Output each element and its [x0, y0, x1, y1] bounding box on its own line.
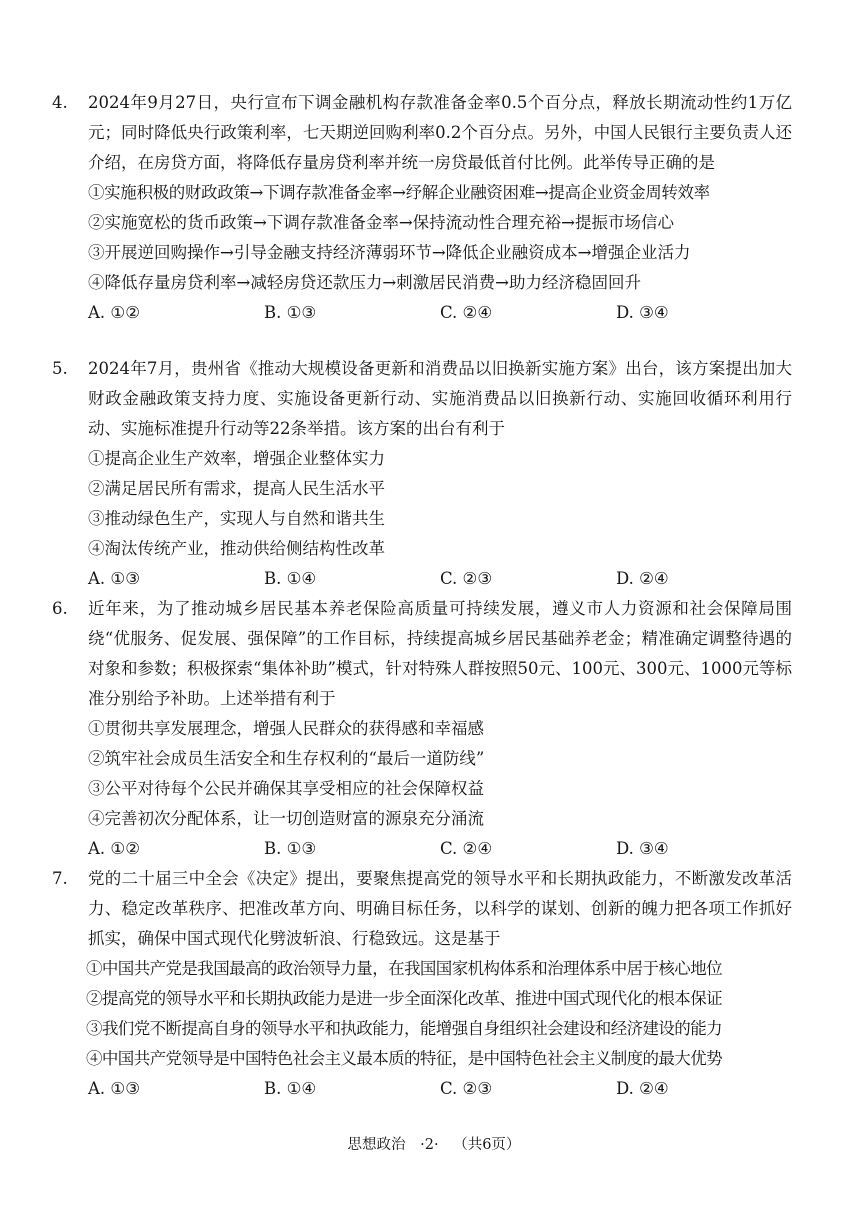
statement-2: ②满足居民所有需求，提高人民生活水平 [88, 479, 385, 498]
statement-1: ①贯彻共享发展理念，增强人民群众的获得感和幸福感 [88, 719, 484, 738]
statement-3: ③公平对待每个公民并确保其享受相应的社会保障权益 [88, 779, 484, 798]
question-number: 5. [52, 359, 68, 378]
question-7 [52, 864, 792, 1104]
answer-c[interactable]: C. ②④ [440, 839, 493, 858]
answer-c[interactable]: C. ②③ [440, 1079, 493, 1098]
answer-choices [88, 1074, 792, 1104]
question-stem: 党的二十届三中全会《决定》提出，要聚焦提高党的领导水平和长期执政能力，不断激发改革活力、稳定改革秩序、把准改革方向、明确目标任务，以科学的谋划、创新的魄力把各项工作抓好抓实，确保中国式现代化劈波斩浪、行稳致远。这是基于 [88, 869, 792, 948]
statement-4: ④降低存量房贷利率→减轻房贷还款压力→刺激居民消费→助力经济稳固回升 [88, 273, 641, 292]
answer-a[interactable]: A. ①③ [88, 1079, 140, 1098]
statement-1: ①实施积极的财政政策→下调存款准备金率→纾解企业融资困难→提高企业资金周转效率 [88, 183, 710, 202]
question-stem: 2024年9月27日，央行宣布下调金融机构存款准备金率0.5个百分点，释放长期流动性约1万亿元；同时降低央行政策利率，七天期逆回购利率0.2个百分点。另外，中国人民银行主要负责人还介绍，在房贷方面，将降低存量房贷利率并统一房贷最低首付比例。此举传导正确的是 [88, 93, 792, 172]
answer-a[interactable]: A. ①② [88, 839, 140, 858]
statement-4: ④淘汰传统产业，推动供给侧结构性改革 [88, 539, 385, 558]
statement-1: ①提高企业生产效率，增强企业整体实力 [88, 449, 385, 468]
answer-d[interactable]: D. ②④ [616, 569, 669, 588]
answer-d[interactable]: D. ③④ [616, 303, 669, 322]
question-stem: 2024年7月，贵州省《推动大规模设备更新和消费品以旧换新实施方案》出台，该方案提出加大财政金融政策支持力度、实施设备更新行动、实施消费品以旧换新行动、实施回收循环利用行动、实施标准提升行动等22条举措。该方案的出台有利于 [88, 359, 792, 438]
answer-d[interactable]: D. ③④ [616, 839, 669, 858]
answer-c[interactable]: C. ②④ [440, 303, 493, 322]
question-5 [52, 354, 792, 594]
statement-3: ③开展逆回购操作→引导金融支持经济薄弱环节→降低企业融资成本→增强企业活力 [88, 243, 691, 262]
statement-1: ①中国共产党是我国最高的政治领导力量，在我国国家机构体系和治理体系中居于核心地位 [86, 959, 723, 978]
question-number: 6. [52, 599, 68, 618]
answer-c[interactable]: C. ②③ [440, 569, 493, 588]
statement-3: ③我们党不断提高自身的领导水平和执政能力，能增强自身组织社会建设和经济建设的能力 [86, 1019, 723, 1038]
question-number: 4. [52, 93, 68, 112]
question-stem: 近年来，为了推动城乡居民基本养老保险高质量可持续发展，遵义市人力资源和社会保障局围绕“优服务、促发展、强保障”的工作目标，持续提高城乡居民基础养老金；精准确定调整待遇的对象和参数；积极探索“集体补助”模式，针对特殊人群按照50元、100元、300元、1000元等标准分别给予补助。上述举措有利于 [88, 599, 792, 708]
statement-4: ④中国共产党领导是中国特色社会主义最本质的特征，是中国特色社会主义制度的最大优势 [86, 1049, 723, 1068]
statement-2: ②提高党的领导水平和长期执政能力是进一步全面深化改革、推进中国式现代化的根本保证 [86, 989, 723, 1008]
answer-b[interactable]: B. ①③ [264, 839, 317, 858]
statement-2: ②筑牢社会成员生活安全和生存权利的“最后一道防线” [88, 749, 485, 768]
answer-choices [88, 298, 792, 328]
page-footer: 思想政治 ·2· （共6页） [347, 1137, 521, 1153]
answer-b[interactable]: B. ①④ [264, 1079, 317, 1098]
answer-b[interactable]: B. ①③ [264, 303, 317, 322]
answer-a[interactable]: A. ①③ [88, 569, 140, 588]
answer-d[interactable]: D. ②④ [616, 1079, 669, 1098]
statement-3: ③推动绿色生产，实现人与自然和谐共生 [88, 509, 385, 528]
answer-a[interactable]: A. ①② [88, 303, 140, 322]
answer-choices [88, 564, 792, 594]
question-6 [52, 594, 792, 864]
statement-4: ④完善初次分配体系，让一切创造财富的源泉充分涌流 [88, 809, 484, 828]
question-4 [52, 88, 792, 328]
answer-choices [88, 834, 792, 864]
statement-2: ②实施宽松的货币政策→下调存款准备金率→保持流动性合理充裕→提振市场信心 [88, 213, 674, 232]
answer-b[interactable]: B. ①④ [264, 569, 317, 588]
question-number: 7. [52, 869, 68, 888]
